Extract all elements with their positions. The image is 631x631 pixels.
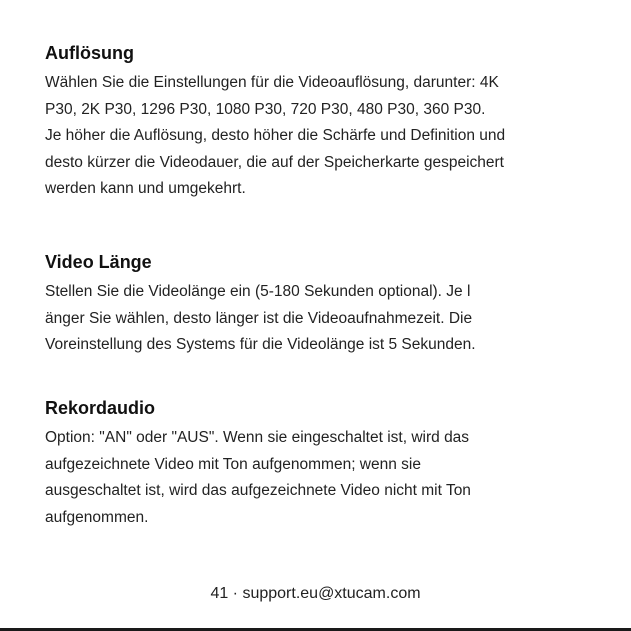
text-line: werden kann und umgekehrt. [45, 180, 246, 198]
section-title-rekordaudio: Rekordaudio [45, 398, 156, 418]
text-line: ausgeschaltet ist, wird das aufgezeichnete Video nicht mit Ton [45, 482, 471, 500]
section-body-rekordaudio [45, 425, 605, 531]
section-video-laenge [45, 251, 605, 359]
section-rekordaudio [45, 397, 605, 531]
section-body-aufloesung [45, 70, 605, 203]
section-aufloesung [45, 42, 605, 203]
text-line: aufgezeichnete Video mit Ton aufgenommen; wenn sie [45, 455, 421, 473]
section-title-aufloesung: Auflösung [45, 43, 134, 63]
text-line: Je höher die Auflösung, desto höher die Schärfe und Definition und [45, 127, 506, 145]
text-line: änger Sie wählen, desto länger ist die Videoaufnahmezeit. Die [45, 309, 473, 327]
text-line: Voreinstellung des Systems für die Videolänge ist 5 Sekunden. [45, 336, 476, 354]
text-line: P30, 2K P30, 1296 P30, 1080 P30, 720 P30, 480 P30, 360 P30. [45, 100, 486, 118]
text-line: Stellen Sie die Videolänge ein (5-180 Sekunden optional). Je l [45, 283, 471, 300]
section-body-video-laenge [45, 279, 605, 359]
text-line: Option: "AN" oder "AUS". Wenn sie eingeschaltet ist, wird das [45, 429, 470, 446]
text-line: Wählen Sie die Einstellungen für die Videoauflösung, darunter: 4K [45, 74, 499, 91]
section-title-video-laenge: Video Länge [45, 252, 152, 272]
text-line: desto kürzer die Videodauer, die auf der Speicherkarte gespeichert [45, 153, 504, 171]
text-line: aufgenommen. [45, 508, 149, 526]
page-footer: 41 · support.eu@xtucam.com [210, 585, 421, 602]
